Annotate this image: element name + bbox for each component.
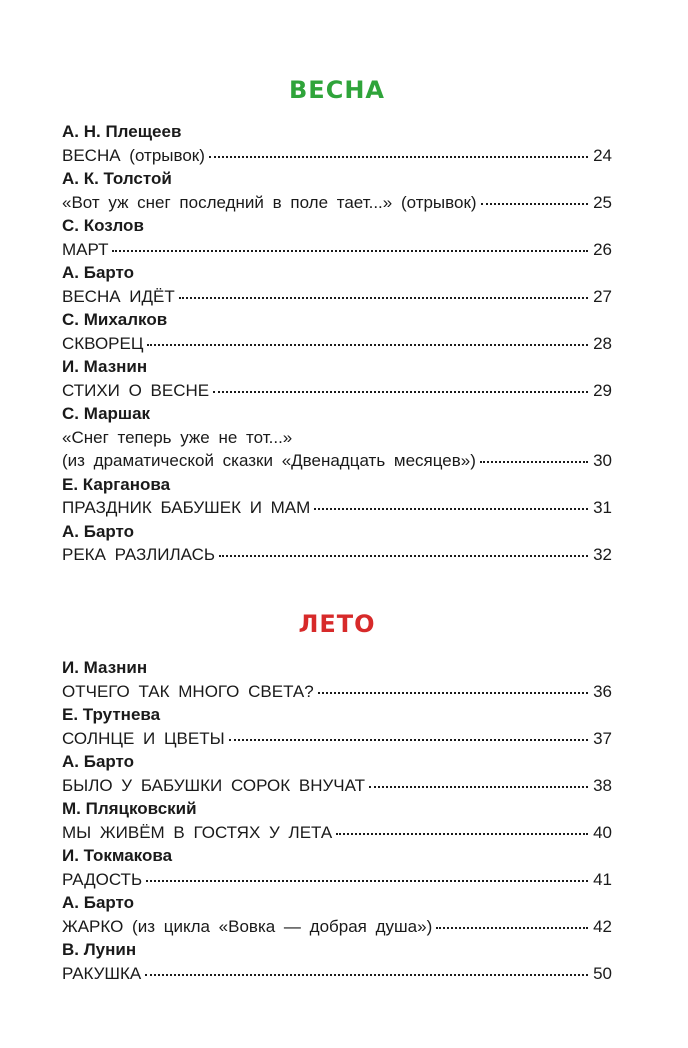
toc-entry[interactable]	[62, 543, 612, 567]
toc-entry[interactable]	[62, 915, 612, 939]
toc-entry[interactable]	[62, 332, 612, 356]
entry-page-number: 26	[593, 239, 612, 259]
entry-title: РАДОСТЬ	[62, 869, 143, 889]
entry-page-number: 25	[593, 192, 612, 212]
leader-dots	[209, 156, 588, 158]
entry-page-number: 50	[593, 963, 612, 983]
leader-dots	[314, 508, 588, 510]
entry-page-number: 30	[593, 451, 612, 470]
entry-title-line1: «Снег теперь уже не тот...»	[62, 427, 293, 447]
entry-page-number: 40	[593, 822, 612, 842]
entry-page-number: 41	[593, 869, 612, 889]
entry-author: А. Барто	[62, 521, 135, 541]
entry-author: В. Лунин	[62, 940, 137, 959]
entry-author: С. Козлов	[62, 216, 144, 235]
leader-dots	[179, 297, 588, 299]
entry-title: ОТЧЕГО ТАК МНОГО СВЕТА?	[62, 681, 314, 701]
entry-title: (из драматической сказки «Двенадцать месяцев»)	[62, 451, 476, 470]
entry-title: ВЕСНА (отрывок)	[62, 145, 205, 165]
entry-author: А. Барто	[62, 893, 135, 912]
entry-page-number: 28	[593, 333, 612, 353]
entry-author: И. Мазнин	[62, 658, 148, 677]
toc-entry[interactable]	[62, 144, 612, 168]
entry-title: ВЕСНА ИДЁТ	[62, 286, 175, 306]
entry-author: А. Барто	[62, 752, 135, 771]
entry-author: С. Маршак	[62, 404, 151, 423]
toc-entry[interactable]	[62, 962, 612, 986]
toc-entry[interactable]	[62, 496, 612, 520]
leader-dots	[480, 461, 588, 463]
entry-author: М. Пляцковский	[62, 799, 197, 818]
leader-dots	[369, 786, 588, 788]
toc-entry[interactable]	[62, 285, 612, 309]
entry-title: РЕКА РАЗЛИЛАСЬ	[62, 545, 215, 564]
entry-title: БЫЛО У БАБУШКИ СОРОК ВНУЧАТ	[62, 775, 366, 795]
leader-dots	[219, 555, 588, 557]
leader-dots	[436, 927, 588, 929]
entry-title: МАРТ	[62, 239, 109, 259]
toc-entry[interactable]	[62, 449, 612, 473]
entry-title: СТИХИ О ВЕСНЕ	[62, 380, 210, 400]
toc-entry[interactable]	[62, 191, 612, 215]
leader-dots	[318, 692, 588, 694]
entry-page-number: 42	[593, 916, 612, 936]
toc-entry[interactable]	[62, 680, 612, 704]
toc-entry[interactable]	[62, 821, 612, 845]
toc-entry[interactable]	[62, 238, 612, 262]
entry-page-number: 32	[593, 545, 612, 564]
entry-page-number: 36	[593, 681, 612, 701]
toc-entry[interactable]	[62, 727, 612, 751]
entry-page-number: 29	[593, 380, 612, 400]
toc-entry[interactable]	[62, 379, 612, 403]
leader-dots	[147, 344, 588, 346]
entry-title: ПРАЗДНИК БАБУШЕК И МАМ	[62, 498, 311, 517]
leader-dots	[229, 739, 588, 741]
entry-author: И. Токмакова	[62, 846, 173, 865]
entry-author: А. К. Толстой	[62, 169, 172, 188]
entry-title: «Вот уж снег последний в поле тает...» (отрывок)	[62, 192, 477, 212]
entry-author: Е. Карганова	[62, 474, 171, 494]
entry-page-number: 27	[593, 286, 612, 306]
toc-entry[interactable]	[62, 868, 612, 892]
entry-author: А. Барто	[62, 263, 135, 282]
entry-page-number: 37	[593, 728, 612, 748]
leader-dots	[481, 203, 588, 205]
toc-entry[interactable]	[62, 774, 612, 798]
leader-dots	[336, 833, 588, 835]
entry-author: А. Н. Плещеев	[62, 122, 182, 141]
section-heading-spring: ВЕСНА	[289, 76, 385, 104]
entry-title: СОЛНЦЕ И ЦВЕТЫ	[62, 728, 225, 748]
entry-page-number: 24	[593, 145, 612, 165]
entry-title: РАКУШКА	[62, 963, 142, 983]
section-heading-summer: ЛЕТО	[298, 610, 376, 638]
leader-dots	[145, 974, 588, 976]
leader-dots	[112, 250, 588, 252]
entry-page-number: 38	[593, 775, 612, 795]
entry-title: МЫ ЖИВЁМ В ГОСТЯХ У ЛЕТА	[62, 822, 333, 842]
section-summer	[62, 656, 612, 985]
section-spring	[62, 120, 612, 567]
leader-dots	[146, 880, 588, 882]
entry-page-number: 31	[593, 498, 612, 517]
entry-author: С. Михалков	[62, 310, 168, 329]
entry-title: СКВОРЕЦ	[62, 333, 144, 353]
entry-title: ЖАРКО (из цикла «Вовка — добрая душа»)	[62, 916, 433, 936]
entry-author: Е. Трутнева	[62, 705, 161, 724]
entry-author: И. Мазнин	[62, 357, 148, 376]
leader-dots	[213, 391, 588, 393]
